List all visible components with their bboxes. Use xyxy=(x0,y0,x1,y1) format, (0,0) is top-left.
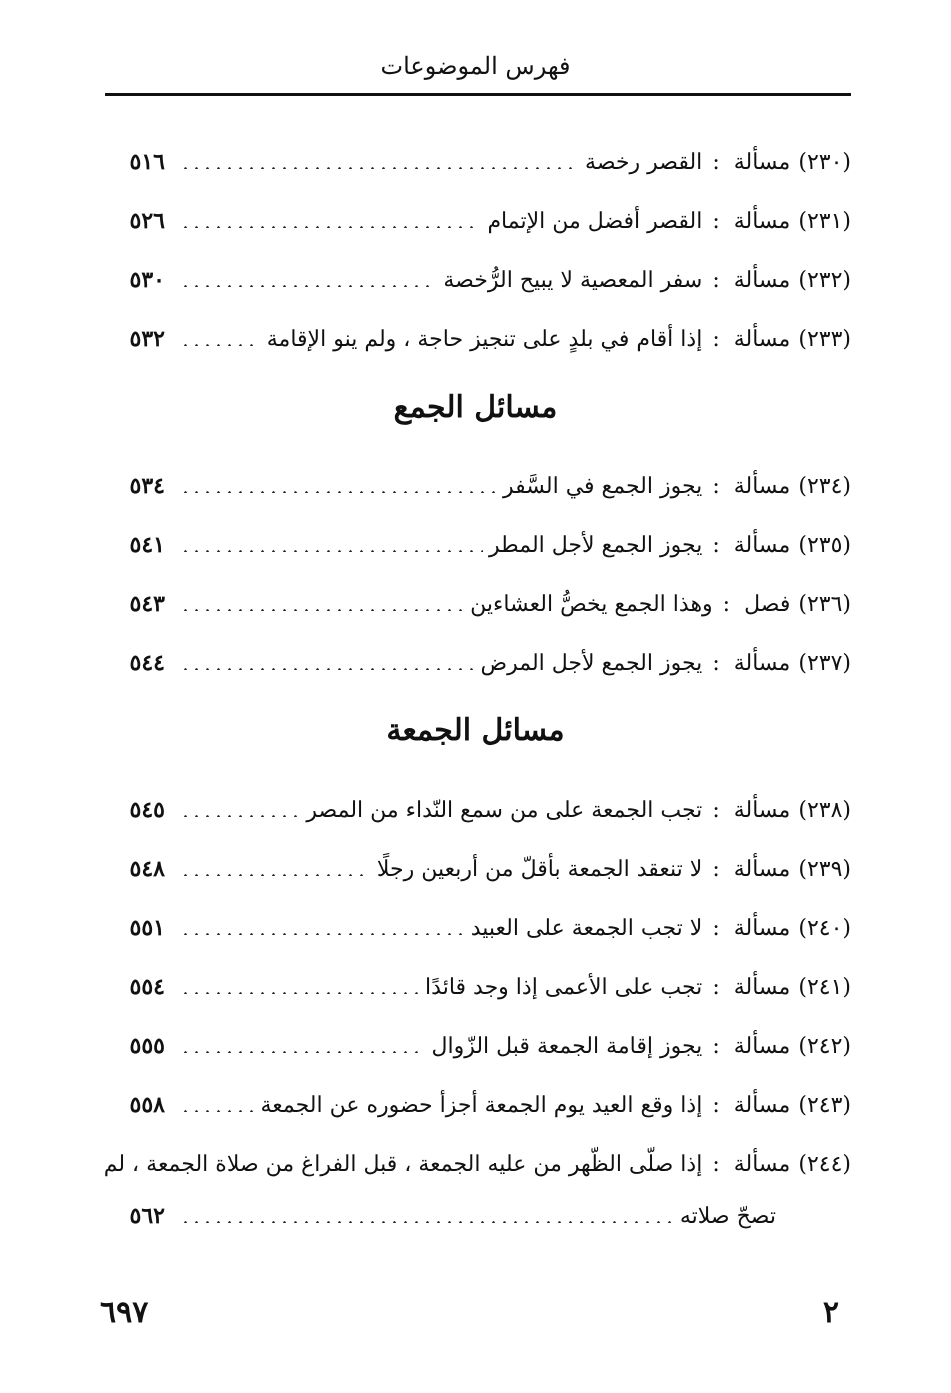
toc-entry xyxy=(105,790,851,830)
entry-title: إذا أقام في بلدٍ على تنجيز حاجة ، ولم ينو الإقامة xyxy=(266,326,703,352)
toc-entry xyxy=(105,201,851,241)
entry-colon: : xyxy=(712,915,720,941)
entry-title: سفر المعصية لا يبيح الرُّخصة xyxy=(443,267,703,293)
entry-title-line1: إذا صلّى الظّهر من عليه الجمعة ، قبل الفراغ من صلاة الجمعة ، لم xyxy=(103,1151,703,1177)
section-heading: مسائل الجمع xyxy=(393,390,558,425)
entry-colon: : xyxy=(712,532,720,558)
footer-page-number: ٦٩٧ xyxy=(100,1295,149,1330)
toc-entry xyxy=(105,525,851,565)
dot-leader xyxy=(180,815,300,817)
dot-leader xyxy=(180,933,465,935)
entry-title: القصر أفضل من الإتمام xyxy=(487,208,703,234)
entry-colon: : xyxy=(712,974,720,1000)
entry-colon: : xyxy=(712,650,720,676)
entry-colon: : xyxy=(712,856,720,882)
entry-title: القصر رخصة xyxy=(585,149,703,175)
toc-entry xyxy=(105,967,851,1007)
entry-page-number: ٥٦٢ xyxy=(129,1203,165,1229)
entry-label: مسألة xyxy=(733,326,791,352)
entry-colon: : xyxy=(712,149,720,175)
section-heading: مسائل الجمعة xyxy=(386,713,565,748)
entry-label: مسألة xyxy=(733,208,791,234)
header-rule xyxy=(105,93,851,96)
toc-entry xyxy=(105,142,851,182)
entry-page-number: ٥٣٢ xyxy=(129,326,165,352)
footer-volume-number: ٢ xyxy=(822,1295,839,1330)
entry-colon: : xyxy=(712,1092,720,1118)
entry-title: تجب على الأعمى إذا وجد قائدًا xyxy=(425,974,703,1000)
dot-leader xyxy=(180,1221,674,1223)
dot-leader xyxy=(180,167,579,169)
dot-leader xyxy=(180,992,419,994)
toc-entry xyxy=(105,260,851,300)
toc-entry xyxy=(105,1026,851,1066)
dot-leader xyxy=(180,226,481,228)
entry-title: وهذا الجمع يخصُّ العشاءين xyxy=(470,591,713,617)
entry-label: مسألة xyxy=(733,1151,791,1177)
entry-title: إذا وقع العيد يوم الجمعة أجزأ حضوره عن الجمعة xyxy=(260,1092,703,1118)
entry-page-number: ٥٤٤ xyxy=(129,650,165,676)
entry-number: (٢٣١) xyxy=(798,208,851,234)
toc-entry xyxy=(105,319,851,359)
entry-page-number: ٥٥١ xyxy=(129,915,165,941)
dot-leader xyxy=(180,874,371,876)
entry-title: يجوز الجمع لأجل المرض xyxy=(480,650,703,676)
entry-number: (٢٣٤) xyxy=(798,473,851,499)
entry-page-number: ٥٤٥ xyxy=(129,797,165,823)
entry-page-number: ٥٤٣ xyxy=(129,591,165,617)
entry-label: مسألة xyxy=(733,650,791,676)
dot-leader xyxy=(180,285,437,287)
entry-number: (٢٤٠) xyxy=(798,915,851,941)
entry-number: (٢٣٧) xyxy=(798,650,851,676)
entry-label: مسألة xyxy=(733,1033,791,1059)
toc-entry xyxy=(105,849,851,889)
entry-title: تجب الجمعة على من سمع النّداء من المصر xyxy=(306,797,703,823)
entry-colon: : xyxy=(712,473,720,499)
entry-label: مسألة xyxy=(733,974,791,1000)
entry-page-number: ٥٢٦ xyxy=(129,208,165,234)
dot-leader xyxy=(180,491,497,493)
entry-label: مسألة xyxy=(733,915,791,941)
entry-number: (٢٤٣) xyxy=(798,1092,851,1118)
dot-leader xyxy=(180,668,474,670)
entry-colon: : xyxy=(712,267,720,293)
entry-colon: : xyxy=(722,591,731,617)
entry-title: لا تنعقد الجمعة بأقلّ من أربعين رجلًا xyxy=(376,856,703,882)
entry-number: (٢٣٠) xyxy=(798,149,851,175)
toc-entry xyxy=(105,643,851,683)
entry-label: مسألة xyxy=(733,1092,791,1118)
entry-number: (٢٤١) xyxy=(798,974,851,1000)
entry-colon: : xyxy=(712,1151,720,1177)
entry-colon: : xyxy=(712,1033,720,1059)
entry-page-number: ٥٥٨ xyxy=(129,1092,165,1118)
entry-label: مسألة xyxy=(733,797,791,823)
entry-title-line2: تصحّ صلاته xyxy=(679,1203,776,1229)
entry-label: مسألة xyxy=(733,532,791,558)
entry-label: مسألة xyxy=(733,856,791,882)
entry-colon: : xyxy=(712,208,720,234)
entry-number: (٢٣٥) xyxy=(798,532,851,558)
toc-entry xyxy=(105,1085,851,1125)
entry-number: (٢٣٣) xyxy=(798,326,851,352)
running-header: فهرس الموضوعات xyxy=(380,52,571,80)
entry-title: لا تجب الجمعة على العبيد xyxy=(470,915,703,941)
entry-title: يجوز الجمع في السَّفر xyxy=(503,473,703,499)
toc-entry-multiline xyxy=(105,1144,851,1240)
entry-colon: : xyxy=(712,326,720,352)
entry-number: (٢٣٦) xyxy=(798,591,851,617)
entry-page-number: ٥٣٤ xyxy=(129,473,165,499)
entry-number: (٢٤٤) xyxy=(798,1151,851,1177)
entry-colon: : xyxy=(712,797,720,823)
entry-number: (٢٣٩) xyxy=(798,856,851,882)
entry-label: فصل xyxy=(744,591,791,617)
dot-leader xyxy=(180,609,464,611)
entry-page-number: ٥٥٥ xyxy=(129,1033,165,1059)
entry-number: (٢٣٢) xyxy=(798,267,851,293)
entry-title: يجوز إقامة الجمعة قبل الزّوال xyxy=(431,1033,703,1059)
entry-page-number: ٥٥٤ xyxy=(129,974,165,1000)
toc-entry xyxy=(105,908,851,948)
entry-label: مسألة xyxy=(733,473,791,499)
toc-entry xyxy=(105,466,851,506)
dot-leader xyxy=(180,1110,254,1112)
entry-page-number: ٥٣٠ xyxy=(129,267,165,293)
toc-entry xyxy=(105,584,851,624)
entry-number: (٢٤٢) xyxy=(798,1033,851,1059)
entry-page-number: ٥٤١ xyxy=(129,532,165,558)
entry-page-number: ٥١٦ xyxy=(129,149,165,175)
dot-leader xyxy=(180,1051,425,1053)
entry-title: يجوز الجمع لأجل المطر xyxy=(489,532,703,558)
entry-label: مسألة xyxy=(733,267,791,293)
entry-number: (٢٣٨) xyxy=(798,797,851,823)
dot-leader xyxy=(180,344,261,346)
dot-leader xyxy=(180,550,483,552)
entry-page-number: ٥٤٨ xyxy=(129,856,165,882)
entry-label: مسألة xyxy=(733,149,791,175)
